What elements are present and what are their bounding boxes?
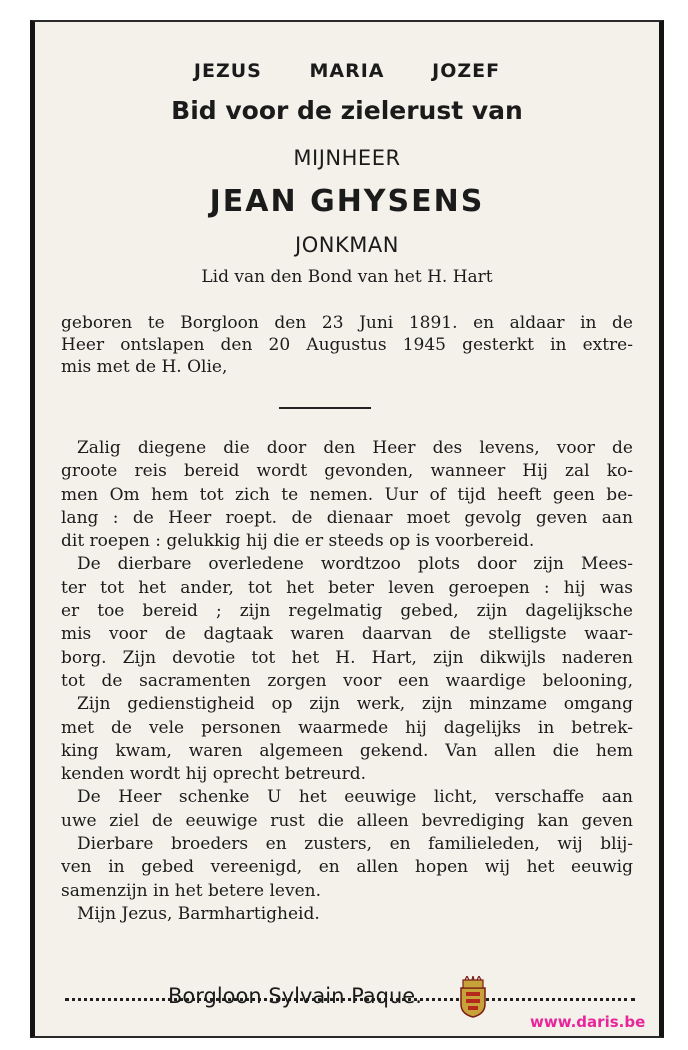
birth-death-paragraph xyxy=(61,312,633,378)
birth-line: Heer ontslapen den 20 Augustus 1945 gesterkt in extre- xyxy=(61,335,633,355)
marital-status: JONKMAN xyxy=(295,233,399,257)
memorial-text-line: dit roepen : gelukkig hij die er steeds op is voorbereid. xyxy=(61,531,535,552)
memorial-text-line: Zijn gedienstigheid op zijn werk, zijn minzame omgang xyxy=(77,694,633,715)
memorial-text xyxy=(61,437,633,926)
memorial-text-line: De Heer schenke U het eeuwige licht, verschaffe aan xyxy=(77,787,633,808)
memorial-text-line: er toe bereid ; zijn regelmatig gebed, zijn dagelijksche xyxy=(61,601,633,622)
memorial-text-line: Zalig diegene die door den Heer des levens, voor de xyxy=(77,438,633,458)
memorial-text-line: met de vele personen waarmede hij dagelijks in betrek- xyxy=(61,717,633,738)
memorial-text-line: groote reis bereid wordt gevonden, wanneer Hij zal ko- xyxy=(61,461,633,482)
honorific: MIJNHEER xyxy=(293,146,401,170)
memorial-text-line: kenden wordt hij oprecht betreurd. xyxy=(61,764,367,785)
section-divider xyxy=(279,407,371,409)
coat-of-arms-icon xyxy=(457,976,489,1018)
source-watermark: www.daris.be xyxy=(530,1013,646,1031)
memorial-text-line: tot de sacramenten zorgen voor een waardige belooning, xyxy=(61,670,633,691)
memorial-text-line: uwe ziel de eeuwige rust die alleen bevrediging kan geven xyxy=(61,810,633,831)
birth-line: geboren te Borgloon den 23 Juni 1891. en aldaar in de xyxy=(61,313,633,333)
memorial-text-line: Dierbare broeders en zusters, en familieleden, wij blij- xyxy=(77,834,633,855)
printer-credit: Borgloon Sylvain Paque. xyxy=(168,984,422,1008)
memorial-text-line: king kwam, waren algemeen gekend. Van allen die hem xyxy=(61,740,633,761)
birth-line: mis met de H. Olie, xyxy=(61,357,228,377)
header-word-jozef: JOZEF xyxy=(432,60,501,82)
membership-line: Lid van den Bond van het H. Hart xyxy=(201,267,493,287)
deceased-name: JEAN GHYSENS xyxy=(209,184,485,219)
prayer-request: Bid voor de zielerust van xyxy=(171,96,523,125)
header-word-jezus: JEZUS xyxy=(193,60,262,82)
holy-family-header xyxy=(35,60,659,82)
memorial-text-line: men Om hem tot zich te nemen. Uur of tijd heeft geen be- xyxy=(61,484,633,505)
header-word-maria: MARIA xyxy=(309,60,385,82)
memorial-text-line: lang : de Heer roept. de dienaar moet gevolg geven aan xyxy=(61,507,633,528)
memorial-text-line: samenzijn in het betere leven. xyxy=(61,880,321,901)
memorial-text-line: mis voor de dagtaak waren daarvan de stelligste waar- xyxy=(61,624,633,645)
memorial-text-line: borg. Zijn devotie tot het H. Hart, zijn dikwijls naderen xyxy=(61,647,633,668)
memorial-text-line: De dierbare overledene wordtzoo plots door zijn Mees- xyxy=(77,554,633,575)
memorial-text-line: ter tot het ander, tot het beter leven geroepen : hij was xyxy=(61,577,633,598)
memorial-text-line: Mijn Jezus, Barmhartigheid. xyxy=(77,903,320,924)
memorial-card xyxy=(30,20,664,1038)
memorial-text-line: ven in gebed vereenigd, en allen hopen wij het eeuwig xyxy=(61,857,633,878)
